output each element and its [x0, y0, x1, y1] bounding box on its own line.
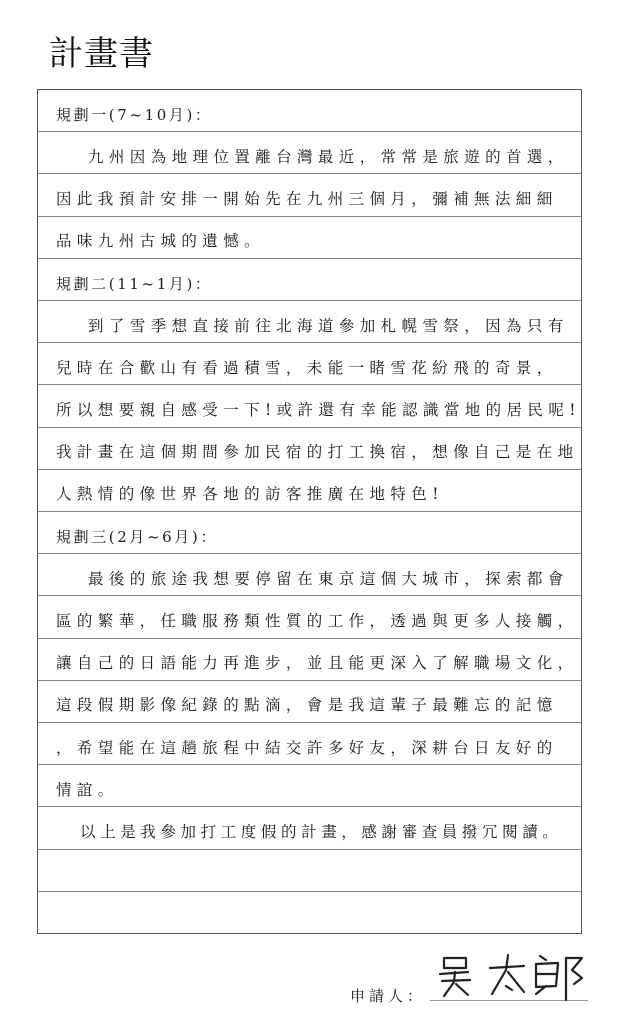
ruled-line [38, 765, 581, 807]
line-text: 我計畫在這個期間參加民宿的打工換宿，想像自己是在地 [56, 443, 579, 462]
line-text: 區的繁華，任職服務類性質的工作，透過與更多人接觸， [56, 612, 579, 631]
plan-heading-line [38, 90, 581, 132]
line-text: 規劃二(11~1月)： [56, 274, 213, 293]
ruled-line [38, 850, 581, 892]
line-text: 以上是我參加打工度假的計畫，感謝審查員撥冗閱讀。 [80, 823, 563, 842]
line-text: 因此我預計安排一開始先在九州三個月，彌補無法細細 [56, 190, 558, 209]
document-title: 計畫書 [49, 34, 154, 74]
line-text: 所以想要親自感受一下!或許還有幸能認識當地的居民呢! [56, 401, 581, 420]
line-text: 讓自己的日語能力再進步，並且能更深入了解職場文化， [56, 654, 579, 673]
applicant-label: 申請人： [350, 987, 427, 1005]
line-text: 情誼。 [56, 780, 119, 799]
ruled-line [38, 723, 581, 765]
line-text: 最後的旅途我想要停留在東京這個大城市，探索都會 [88, 569, 569, 588]
ruled-line [38, 217, 581, 259]
line-text: 規劃三(2月~6月)： [56, 528, 218, 547]
plan-heading-line [38, 512, 581, 554]
ruled-line [38, 385, 581, 427]
ruled-line [38, 596, 581, 638]
ruled-line [38, 428, 581, 470]
line-text: 兒時在合歡山有看過積雪，未能一睹雪花紛飛的奇景， [56, 358, 558, 377]
line-text: ，希望能在這趟旅程中結交許多好友，深耕台日友好的 [56, 738, 558, 757]
ruled-line [38, 554, 581, 596]
ruled-line [38, 174, 581, 216]
ruled-line [38, 301, 581, 343]
plan-sheet [37, 89, 582, 934]
applicant-footer [350, 978, 590, 1008]
ruled-line [38, 639, 581, 681]
ruled-line [38, 807, 581, 849]
line-text: 品味九州古城的遺憾。 [56, 232, 266, 251]
line-text: 規劃一(7~10月)： [56, 106, 213, 125]
line-text: 這段假期影像紀錄的點滴，會是我這輩子最難忘的記憶 [56, 696, 558, 715]
line-text: 人熱情的像世界各地的訪客推廣在地特色! [56, 485, 444, 504]
line-text: 九州因為地理位置離台灣最近，常常是旅遊的首選， [88, 147, 569, 166]
plan-heading-line [38, 259, 581, 301]
ruled-line [38, 470, 581, 512]
ruled-line [38, 892, 581, 934]
ruled-line [38, 132, 581, 174]
ruled-line [38, 681, 581, 723]
ruled-line [38, 343, 581, 385]
handwritten-signature [432, 950, 592, 1006]
line-text: 到了雪季想直接前往北海道參加札幌雪祭，因為只有 [88, 316, 569, 335]
